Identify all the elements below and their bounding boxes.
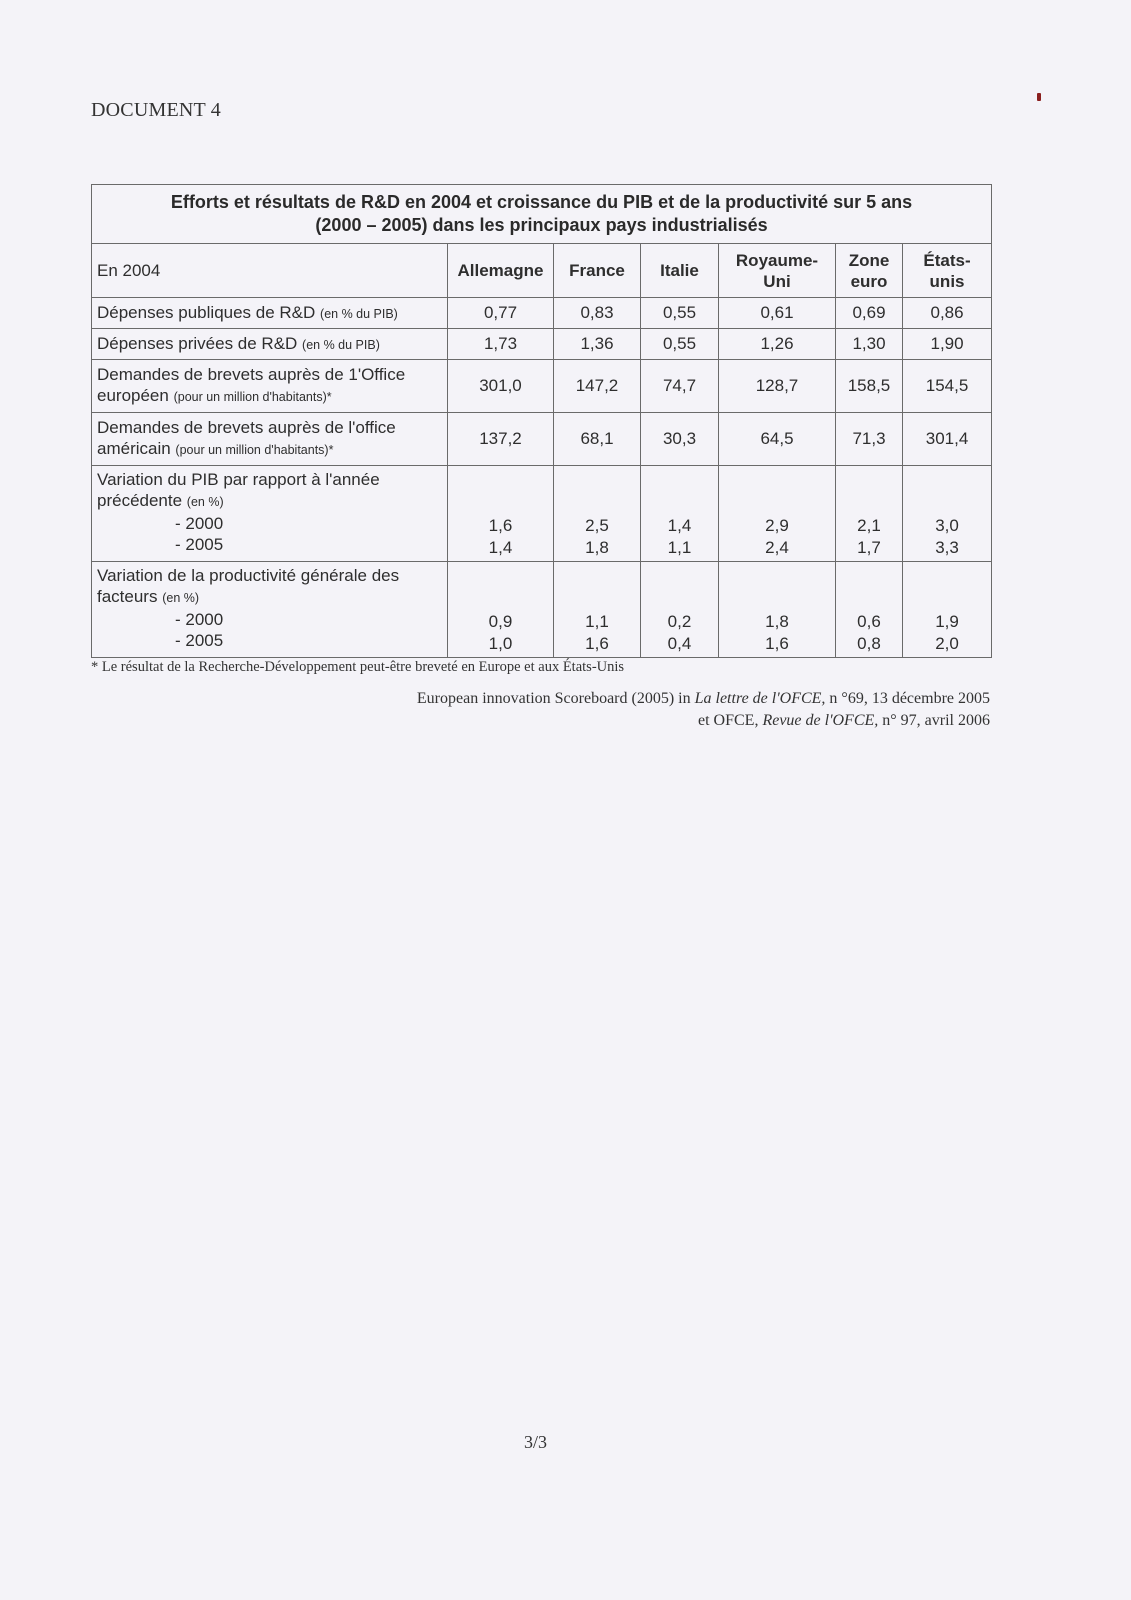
cell-value-pair: 1,4 1,1 [641, 466, 719, 562]
cell-value: 30,3 [641, 413, 719, 466]
cell-value-pair: 1,6 1,4 [448, 466, 554, 562]
corner-label: En 2004 [92, 244, 448, 298]
cell-value: 0,77 [448, 298, 554, 329]
table-row-us-patents [92, 413, 992, 466]
sub-label-2005: - 2005 [175, 535, 224, 554]
cell-value: 0,69 [836, 298, 903, 329]
cell-value: 0,55 [641, 329, 719, 360]
cell-value-pair: 0,9 1,0 [448, 562, 554, 658]
cell-value-pair: 2,1 1,7 [836, 466, 903, 562]
scan-artifact [1037, 93, 1041, 101]
table-row-private-rd [92, 329, 992, 360]
cell-value: 137,2 [448, 413, 554, 466]
sub-label-2000: - 2000 [175, 610, 224, 629]
col-header-zone-euro: Zone euro [836, 244, 903, 298]
col-header-france: France [554, 244, 641, 298]
cell-value: 0,61 [719, 298, 836, 329]
cell-value: 1,73 [448, 329, 554, 360]
cell-value: 0,55 [641, 298, 719, 329]
table-title-line2: (2000 – 2005) dans les principaux pays industrialisés [315, 215, 768, 235]
cell-value: 0,86 [903, 298, 992, 329]
cell-value-pair: 0,2 0,4 [641, 562, 719, 658]
source-citation: European innovation Scoreboard (2005) in La lettre de l'OFCE, n °69, 13 décembre 2005 et OFCE, Revue de l'OFCE, n° 97, avril 2006 [416, 690, 990, 729]
table-title [92, 185, 992, 244]
row-label: Dépenses publiques de R&D (en % du PIB) [92, 298, 448, 329]
table-row-gdp-variation [92, 466, 992, 562]
cell-value: 68,1 [554, 413, 641, 466]
cell-value: 301,4 [903, 413, 992, 466]
col-header-etats-unis: États- unis [903, 244, 992, 298]
header-row [92, 244, 992, 298]
row-label: Variation du PIB par rapport à l'année précédente (en %) - 2000 - 2005 [92, 466, 448, 562]
cell-value-pair: 3,0 3,3 [903, 466, 992, 562]
cell-value: 71,3 [836, 413, 903, 466]
row-label: Demandes de brevets auprès de 1'Office européen (pour un million d'habitants)* [92, 360, 448, 413]
cell-value-pair: 1,9 2,0 [903, 562, 992, 658]
cell-value-pair: 2,9 2,4 [719, 466, 836, 562]
cell-value: 154,5 [903, 360, 992, 413]
table-row-eu-patents [92, 360, 992, 413]
table-row-public-rd [92, 298, 992, 329]
cell-value: 1,36 [554, 329, 641, 360]
cell-value: 158,5 [836, 360, 903, 413]
row-label: Dépenses privées de R&D (en % du PIB) [92, 329, 448, 360]
cell-value-pair: 1,1 1,6 [554, 562, 641, 658]
cell-value-pair: 0,6 0,8 [836, 562, 903, 658]
col-header-italie: Italie [641, 244, 719, 298]
cell-value: 147,2 [554, 360, 641, 413]
cell-value: 74,7 [641, 360, 719, 413]
table-row-tfp-variation [92, 562, 992, 658]
cell-value: 1,90 [903, 329, 992, 360]
cell-value-pair: 1,8 1,6 [719, 562, 836, 658]
row-label: Demandes de brevets auprès de l'office américain (pour un million d'habitants)* [92, 413, 448, 466]
table-footnote: * Le résultat de la Recherche-Développement peut-être breveté en Europe et aux États-Unis [91, 659, 625, 675]
cell-value: 128,7 [719, 360, 836, 413]
rd-table [91, 184, 992, 658]
cell-value-pair: 2,5 1,8 [554, 466, 641, 562]
table-title-line1: Efforts et résultats de R&D en 2004 et croissance du PIB et de la productivité sur 5 ans [170, 192, 913, 212]
cell-value: 1,30 [836, 329, 903, 360]
col-header-royaume-uni: Royaume- Uni [719, 244, 836, 298]
page-number: 3/3 [524, 1432, 548, 1452]
cell-value: 1,26 [719, 329, 836, 360]
cell-value: 0,83 [554, 298, 641, 329]
cell-value: 64,5 [719, 413, 836, 466]
document-label: DOCUMENT 4 [91, 99, 221, 121]
sub-label-2000: - 2000 [175, 514, 224, 533]
sub-label-2005: - 2005 [175, 631, 224, 650]
row-label: Variation de la productivité générale des facteurs (en %) - 2000 - 2005 [92, 562, 448, 658]
cell-value: 301,0 [448, 360, 554, 413]
col-header-allemagne: Allemagne [448, 244, 554, 298]
